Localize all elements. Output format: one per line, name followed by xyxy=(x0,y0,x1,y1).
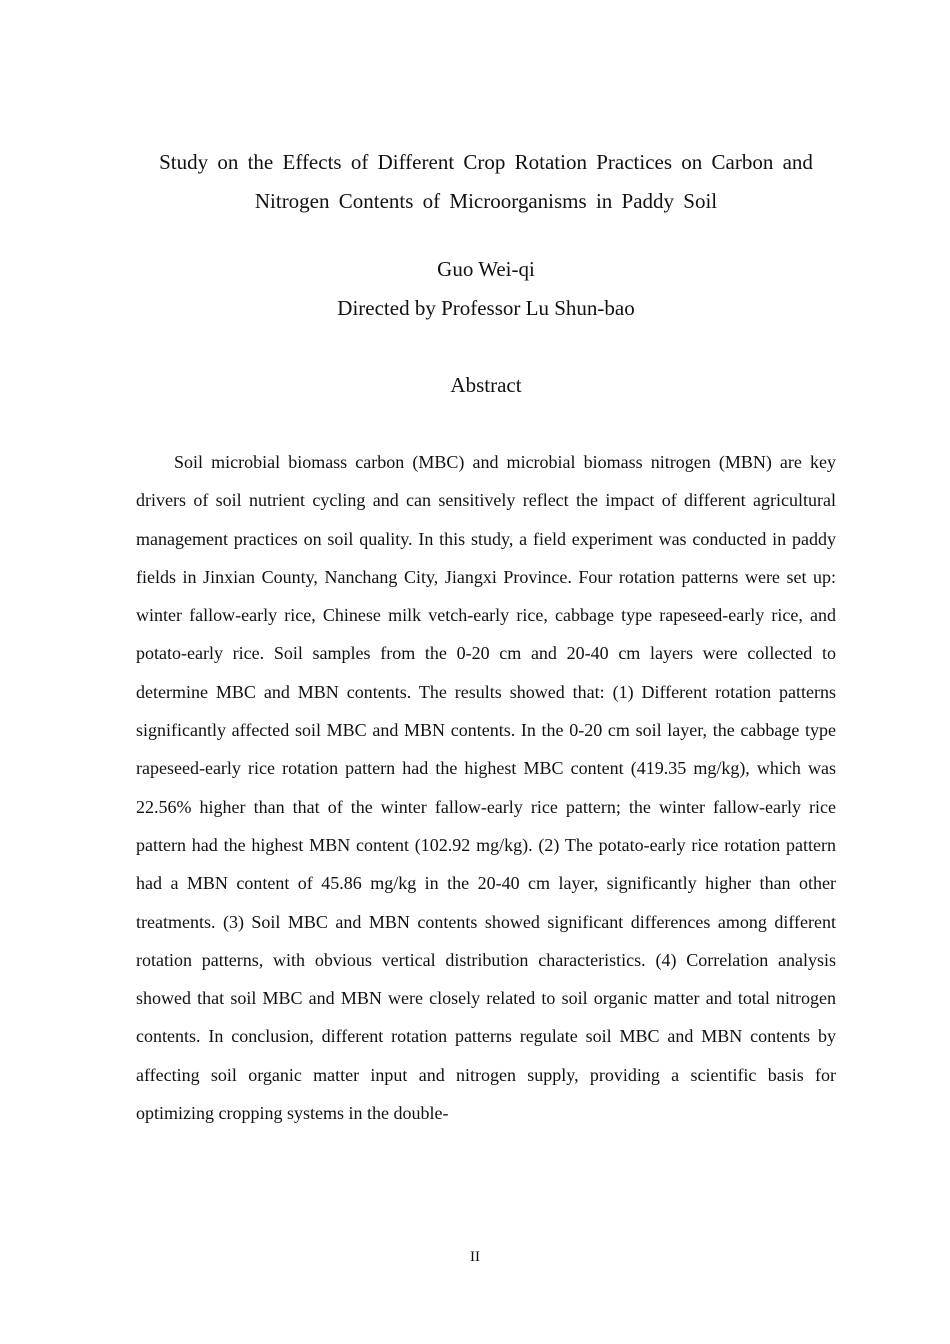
paper-title: Study on the Effects of Different Crop Rotation Practices on Carbon and Nitrogen Contents of Microorganisms in Paddy Soil xyxy=(159,150,813,213)
abstract-heading: Abstract xyxy=(450,373,522,397)
abstract-body: Soil microbial biomass carbon (MBC) and microbial biomass nitrogen (MBN) are key drivers of soil nutrient cycling and can sensitively reflect the impact of different agricultural management practices on soil quality. In this study, a field experiment was conducted in paddy fields in Jinxian County, Nanchang City, Jiangxi Province. Four rotation patterns were set up: winter fallow-early rice, Chinese milk vetch-early rice, cabbage type rapeseed-early rice, and potato-early rice. Soil samples from the 0-20 cm and 20-40 cm layers were collected to determine MBC and MBN contents. The results showed that: (1) Different rotation patterns significantly affected soil MBC and MBN contents. In the 0-20 cm soil layer, the cabbage type rapeseed-early rice rotation pattern had the highest MBC content (419.35 mg/kg), which was 22.56% higher than that of the winter fallow-early rice pattern; the winter fallow-early rice pattern had the highest MBN content (102.92 mg/kg). (2) The potato-early rice rotation pattern had a MBN content of 45.86 mg/kg in the 20-40 cm layer, significantly higher than other treatments. (3) Soil MBC and MBN contents showed significant differences among different rotation patterns, with obvious vertical distribution characteristics. (4) Correlation analysis showed that soil MBC and MBN were closely related to soil organic matter and total nitrogen contents. In conclusion, different rotation patterns regulate soil MBC and MBN contents by affecting soil organic matter input and nitrogen supply, providing a scientific basis for optimizing cropping systems in the double- xyxy=(136,452,836,1124)
page-number: II xyxy=(470,1249,480,1265)
author-name: Guo Wei-qi xyxy=(437,257,535,281)
advisor-line: Directed by Professor Lu Shun-bao xyxy=(337,296,635,320)
